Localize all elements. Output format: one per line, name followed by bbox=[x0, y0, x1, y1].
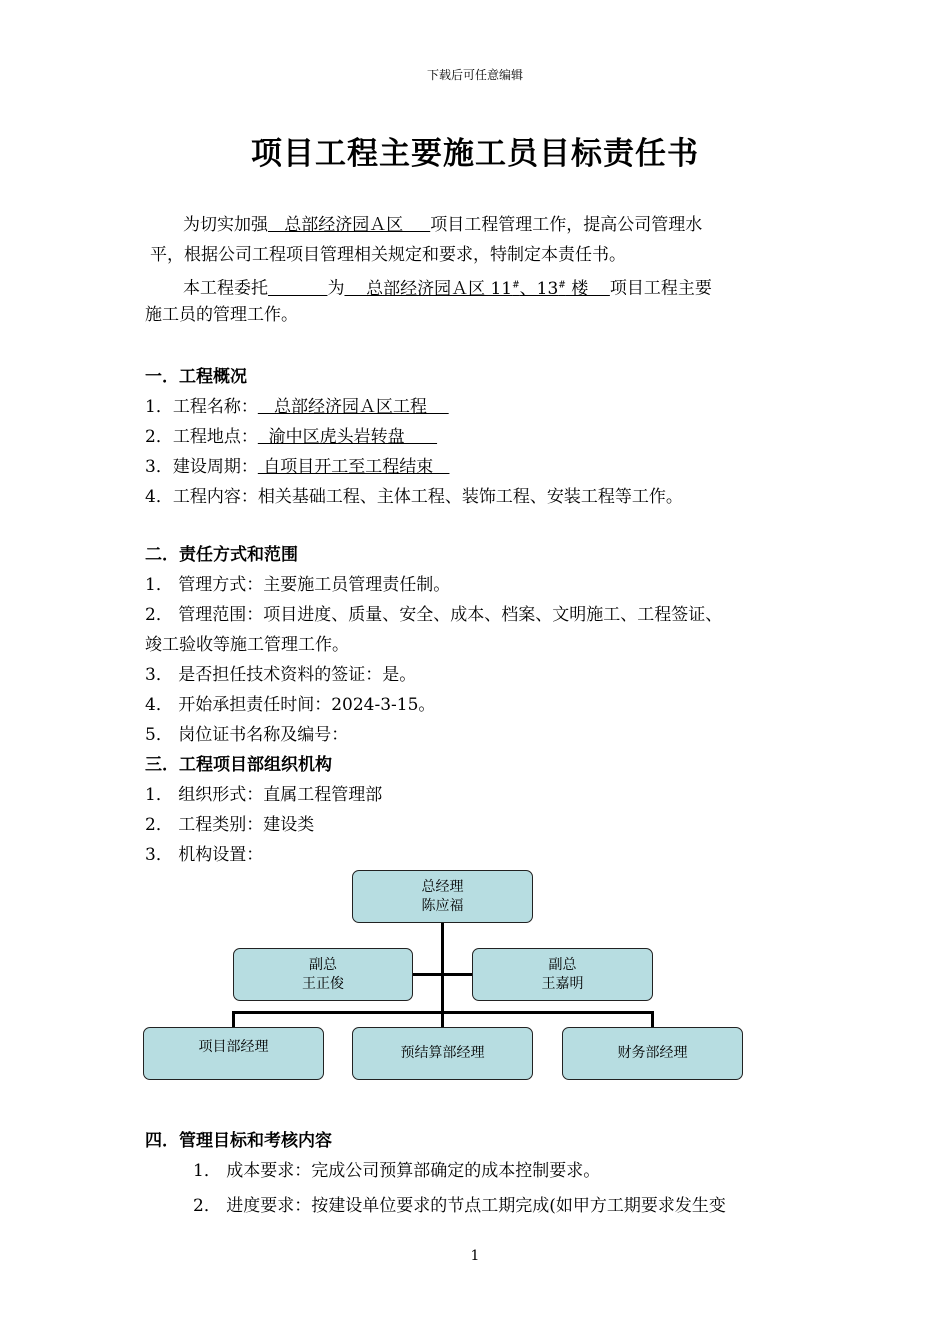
org-box-deputy-1: 副总 王正俊 bbox=[233, 948, 413, 1001]
intro-line-4: 施工员的管理工作。 bbox=[145, 305, 298, 325]
document-title: 项目工程主要施工员目标责任书 bbox=[251, 136, 699, 172]
intro-line-1: 为切实加强 总部经济园Ａ区 项目工程管理工作，提高公司管理水 bbox=[183, 215, 703, 235]
section2-item5: 5． 岗位证书名称及编号： bbox=[145, 725, 349, 745]
section2-item4: 4． 开始承担责任时间：2024-3-15。 bbox=[145, 695, 436, 715]
section4-item1: 1． 成本要求：完成公司预算部确定的成本控制要求。 bbox=[193, 1161, 601, 1181]
section1-item4: 4．工程内容：相关基础工程、主体工程、装饰工程、安装工程等工作。 bbox=[145, 487, 683, 507]
section1-heading: 一．工程概况 bbox=[145, 367, 247, 387]
section3-item3: 3． 机构设置： bbox=[145, 845, 264, 865]
org-box-project-manager: 项目部经理 bbox=[143, 1027, 324, 1080]
intro-line-2: 平，根据公司工程项目管理相关规定和要求，特制定本责任书。 bbox=[150, 245, 626, 265]
section3-item1: 1． 组织形式：直属工程管理部 bbox=[145, 785, 383, 805]
section2-item2a: 2． 管理范围：项目进度、质量、安全、成本、档案、文明施工、工程签证、 bbox=[145, 605, 723, 625]
section1-item3: 3．建设周期： 自项目开工至工程结束 bbox=[145, 457, 450, 477]
section1-item1: 1．工程名称： 总部经济园Ａ区工程 bbox=[145, 397, 449, 417]
connector-trunk bbox=[441, 922, 444, 1013]
building-blank: 总部经济园Ａ区 11#、13# 楼 bbox=[344, 278, 610, 299]
page-number: 1 bbox=[470, 1248, 480, 1264]
section4-item2: 2． 进度要求：按建设单位要求的节点工期完成(如甲方工期要求发生变 bbox=[193, 1196, 726, 1216]
intro-line-3: 本工程委托 为 总部经济园Ａ区 11#、13# 楼 项目工程主要 bbox=[183, 278, 712, 299]
connector-dept1 bbox=[232, 1011, 235, 1028]
section3-heading: 三．工程项目部组织机构 bbox=[145, 755, 332, 775]
section2-item1: 1． 管理方式：主要施工员管理责任制。 bbox=[145, 575, 451, 595]
section2-heading: 二．责任方式和范围 bbox=[145, 545, 298, 565]
connector-dept3 bbox=[651, 1011, 654, 1028]
section2-item3: 3． 是否担任技术资料的签证：是。 bbox=[145, 665, 417, 685]
org-box-general-manager: 总经理 陈应福 bbox=[352, 870, 533, 923]
project-name-blank: 总部经济园Ａ区 bbox=[268, 215, 431, 235]
org-box-budget-manager: 预结算部经理 bbox=[352, 1027, 533, 1080]
entrusted-blank bbox=[268, 279, 327, 299]
connector-deputies bbox=[412, 973, 473, 976]
org-box-finance-manager: 财务部经理 bbox=[562, 1027, 743, 1080]
connector-dept2 bbox=[441, 1011, 444, 1028]
header-note: 下载后可任意编辑 bbox=[426, 68, 523, 82]
section4-heading: 四．管理目标和考核内容 bbox=[145, 1131, 332, 1151]
section3-item2: 2． 工程类别：建设类 bbox=[145, 815, 315, 835]
section2-item2b: 竣工验收等施工管理工作。 bbox=[145, 635, 349, 655]
org-box-deputy-2: 副总 王嘉明 bbox=[472, 948, 653, 1001]
section1-item2: 2．工程地点： 渝中区虎头岩转盘 bbox=[145, 427, 438, 447]
